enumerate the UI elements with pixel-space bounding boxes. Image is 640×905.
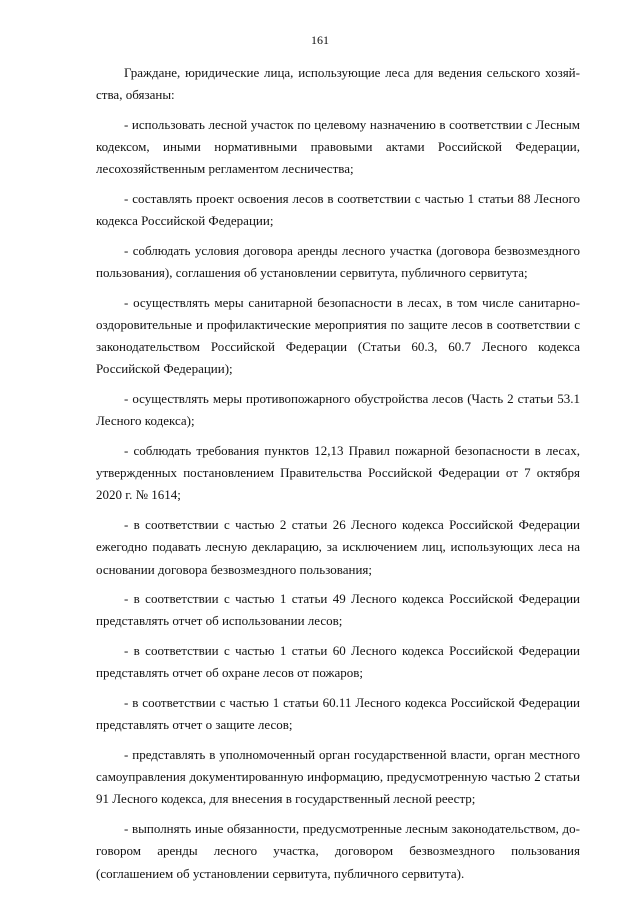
paragraph-duty-other-obligations: - выполнять иные обязанности, предусмотренные лесным законодательством, договором аренды лесного участка, договором безвозмездного пользования (соглашением об установлении сервитута, публичного сервитута).	[96, 821, 580, 881]
document-body	[96, 62, 580, 892]
paragraph-duty-target-use: - использовать лесной участок по целевому назначению в соответствии с Лесным кодексом, иными нормативными правовыми актами Российской Федерации, лесохозяйственным регламентом лесничества;	[96, 116, 580, 177]
paragraph-duty-lease-terms: - соблюдать условия договора аренды лесного участка (договора безвозмездного пользования), соглашения об установлении сервитута, публичного сервитута;	[96, 242, 580, 281]
page-number: 161	[311, 33, 329, 47]
paragraph-duty-protection-report: - в соответствии с частью 1 статьи 60.11 Лесного кодекса Российской Федерации представлять отчет о защите лесов;	[96, 695, 580, 733]
paragraph-duty-sanitary-safety: - осуществлять меры санитарной безопасности в лесах, в том числе санитарно-оздоровительные и профилактические мероприятия по защите лесов в соответствии с законодательством Российской Федерации (Статьи 60.3, 60.7 Лесного кодекса Российской Федерации);	[96, 294, 580, 377]
paragraph-duty-fire-safety-rules: - соблюдать требования пунктов 12,13 Правил пожарной безопасности в лесах, утвержденных постановлением Правительства Российской Федерации от 7 октября 2020 г. № 1614;	[96, 443, 580, 503]
paragraph-duty-fire-protection-report: - в соответствии с частью 1 статьи 60 Лесного кодекса Российской Федерации представлять отчет об охране лесов от пожаров;	[96, 643, 580, 681]
paragraph-duty-forest-project: - составлять проект освоения лесов в соответствии с частью 1 статьи 88 Лесного кодекса Российской Федерации;	[96, 191, 580, 229]
paragraph-duty-forest-declaration: - в соответствии с частью 2 статьи 26 Лесного кодекса Российской Федерации ежегодно подавать лесную декларацию, за исключением лиц, использующих леса на основании договора безвозмездного пользования;	[96, 517, 580, 577]
paragraph-duty-fire-prevention-setup: - осуществлять меры противопожарного обустройства лесов (Часть 2 статьи 53.1 Лесного кодекса);	[96, 391, 580, 429]
paragraph-duty-usage-report: - в соответствии с частью 1 статьи 49 Лесного кодекса Российской Федерации представлять отчет об использовании лесов;	[96, 591, 580, 629]
paragraph-intro: Граждане, юридические лица, использующие леса для ведения сельского хозяйства, обязаны:	[96, 65, 580, 103]
paragraph-duty-registry-info: - представлять в уполномоченный орган государственной власти, орган местного самоуправления документированную информацию, предусмотренную частью 2 статьи 91 Лесного кодекса, для внесения в государственный лесной реестр;	[96, 746, 580, 807]
